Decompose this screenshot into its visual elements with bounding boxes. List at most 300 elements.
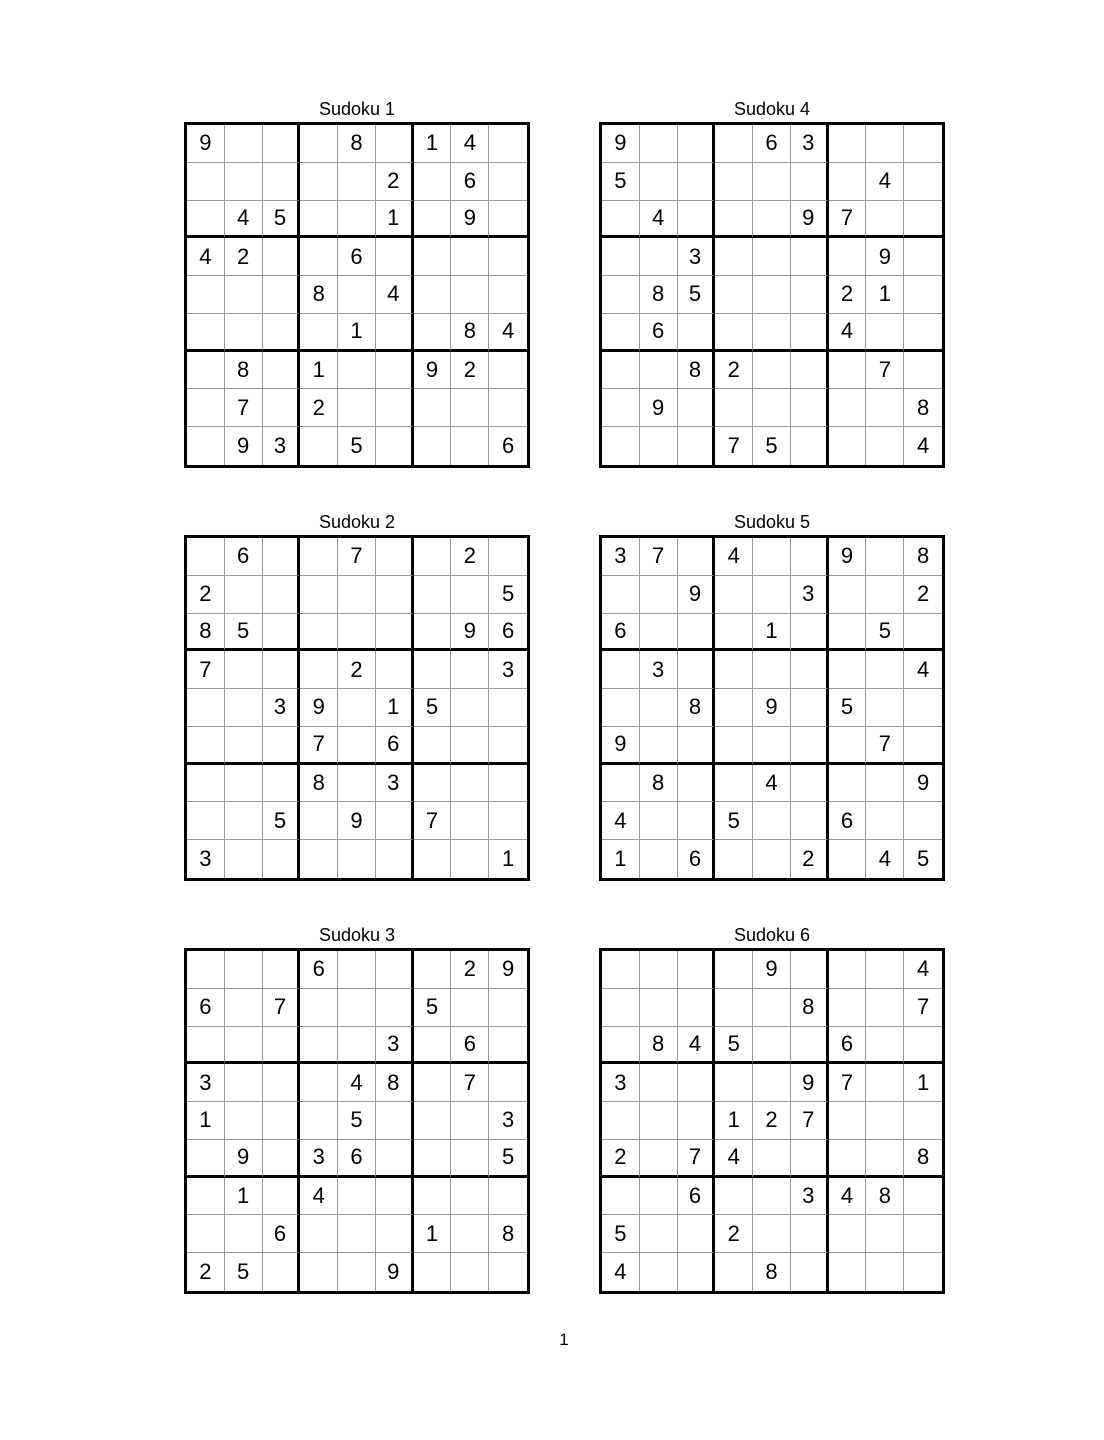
sudoku-cell	[376, 238, 414, 276]
sudoku-cell	[602, 765, 640, 803]
sudoku-grid	[599, 122, 945, 468]
sudoku-cell: 5	[414, 689, 452, 727]
sudoku-cell	[753, 1178, 791, 1216]
sudoku-cell	[866, 538, 904, 576]
sudoku-cell: 6	[602, 614, 640, 652]
sudoku-cell	[791, 352, 829, 390]
sudoku-cell	[678, 651, 716, 689]
sudoku-cell: 8	[451, 314, 489, 352]
sudoku-cell	[904, 614, 942, 652]
sudoku-cell	[376, 840, 414, 878]
sudoku-cell: 8	[678, 352, 716, 390]
sudoku-cell: 3	[187, 1064, 225, 1102]
sudoku-cell	[451, 802, 489, 840]
sudoku-cell: 4	[451, 125, 489, 163]
sudoku-cell	[866, 201, 904, 239]
sudoku-cell	[263, 614, 301, 652]
sudoku-cell	[753, 389, 791, 427]
sudoku-cell	[791, 651, 829, 689]
sudoku-cell	[791, 1140, 829, 1178]
sudoku-cell	[414, 1064, 452, 1102]
sudoku-cell: 5	[715, 1027, 753, 1065]
sudoku-cell: 8	[753, 1253, 791, 1291]
sudoku-cell: 2	[602, 1140, 640, 1178]
sudoku-cell	[753, 238, 791, 276]
sudoku-cell: 7	[829, 201, 867, 239]
sudoku-cell: 9	[225, 1140, 263, 1178]
sudoku-cell	[715, 727, 753, 765]
sudoku-cell	[414, 614, 452, 652]
sudoku-cell: 2	[753, 1102, 791, 1140]
puzzle-sudoku-6	[599, 922, 945, 1294]
sudoku-cell	[376, 989, 414, 1027]
sudoku-cell	[791, 1215, 829, 1253]
puzzle-title: Sudoku 6	[733, 925, 811, 945]
sudoku-cell: 5	[489, 1140, 527, 1178]
sudoku-cell	[829, 125, 867, 163]
sudoku-cell	[451, 727, 489, 765]
sudoku-cell	[376, 651, 414, 689]
sudoku-cell: 7	[829, 1064, 867, 1102]
sudoku-cell	[678, 1064, 716, 1102]
sudoku-cell	[414, 1140, 452, 1178]
sudoku-cell: 6	[451, 163, 489, 201]
sudoku-cell: 7	[866, 352, 904, 390]
sudoku-cell	[791, 802, 829, 840]
sudoku-cell	[791, 614, 829, 652]
sudoku-cell	[489, 163, 527, 201]
sudoku-cell: 5	[916, 846, 930, 872]
sudoku-cell	[338, 727, 376, 765]
sudoku-cell: 7	[338, 538, 376, 576]
sudoku-cell: 1	[300, 352, 338, 390]
sudoku-cell	[866, 1253, 904, 1291]
sudoku-cell	[866, 1140, 904, 1178]
sudoku-cell	[225, 840, 263, 878]
sudoku-cell	[753, 352, 791, 390]
sudoku-cell	[338, 163, 376, 201]
sudoku-cell	[866, 1064, 904, 1102]
sudoku-cell	[376, 125, 414, 163]
sudoku-cell	[904, 125, 942, 163]
sudoku-cell	[715, 276, 753, 314]
sudoku-cell: 5	[489, 576, 527, 614]
sudoku-cell	[715, 614, 753, 652]
sudoku-cell	[866, 651, 904, 689]
sudoku-cell: 6	[678, 1178, 716, 1216]
sudoku-cell: 6	[300, 951, 338, 989]
sudoku-cell: 9	[602, 727, 640, 765]
sudoku-cell	[187, 765, 225, 803]
sudoku-cell	[338, 1178, 376, 1216]
sudoku-cell	[225, 576, 263, 614]
sudoku-cell: 8	[640, 276, 678, 314]
sudoku-cell: 4	[602, 1253, 640, 1291]
sudoku-cell	[791, 538, 829, 576]
sudoku-cell	[904, 163, 942, 201]
sudoku-cell: 4	[338, 1064, 376, 1102]
sudoku-cell	[715, 1064, 753, 1102]
sudoku-cell	[263, 576, 301, 614]
sudoku-cell	[338, 951, 376, 989]
sudoku-cell	[602, 1178, 640, 1216]
sudoku-cell	[640, 1140, 678, 1178]
sudoku-cell	[225, 1064, 263, 1102]
sudoku-cell	[602, 1102, 640, 1140]
sudoku-cell	[263, 389, 301, 427]
sudoku-cell: 4	[602, 802, 640, 840]
sudoku-cell	[338, 576, 376, 614]
sudoku-cell: 3	[300, 1140, 338, 1178]
sudoku-cell	[753, 989, 791, 1027]
sudoku-cell	[866, 689, 904, 727]
sudoku-cell: 4	[489, 314, 527, 352]
sudoku-cell	[225, 163, 263, 201]
sudoku-cell: 8	[678, 689, 716, 727]
sudoku-cell	[338, 765, 376, 803]
sudoku-cell	[791, 238, 829, 276]
sudoku-cell	[791, 276, 829, 314]
sudoku-cell	[791, 1027, 829, 1065]
sudoku-cell: 8	[225, 352, 263, 390]
sudoku-cell	[414, 1027, 452, 1065]
sudoku-cell: 2	[187, 1253, 225, 1291]
sudoku-cell: 6	[753, 125, 791, 163]
sudoku-cell: 3	[489, 651, 527, 689]
sudoku-cell	[489, 276, 527, 314]
sudoku-cell	[753, 576, 791, 614]
sudoku-cell: 2	[451, 352, 489, 390]
sudoku-cell	[451, 238, 489, 276]
sudoku-cell: 3	[791, 125, 829, 163]
sudoku-cell	[489, 727, 527, 765]
sudoku-cell	[263, 1253, 301, 1291]
sudoku-cell	[225, 125, 263, 163]
sudoku-cell	[300, 538, 338, 576]
sudoku-cell	[602, 989, 640, 1027]
sudoku-cell	[866, 314, 904, 352]
sudoku-cell	[640, 840, 678, 878]
sudoku-cell	[414, 389, 452, 427]
sudoku-cell	[376, 427, 414, 465]
sudoku-cell	[489, 1178, 527, 1216]
sudoku-cell	[829, 651, 867, 689]
sudoku-cell: 4	[753, 765, 791, 803]
sudoku-cell	[187, 1027, 225, 1065]
sudoku-cell	[640, 1064, 678, 1102]
sudoku-cell	[263, 314, 301, 352]
sudoku-cell	[451, 1102, 489, 1140]
sudoku-cell	[829, 352, 867, 390]
sudoku-cell	[489, 389, 527, 427]
sudoku-cell	[187, 1178, 225, 1216]
sudoku-cell: 8	[300, 276, 338, 314]
sudoku-cell: 8	[791, 989, 829, 1027]
sudoku-cell	[791, 727, 829, 765]
sudoku-cell	[263, 1178, 301, 1216]
sudoku-cell: 7	[715, 427, 753, 465]
sudoku-cell: 9	[753, 951, 791, 989]
sudoku-cell: 1	[866, 276, 904, 314]
sudoku-cell	[678, 951, 716, 989]
sudoku-cell	[866, 1027, 904, 1065]
sudoku-cell	[300, 802, 338, 840]
sudoku-cell	[338, 614, 376, 652]
sudoku-cell: 4	[376, 276, 414, 314]
sudoku-cell	[678, 614, 716, 652]
sudoku-cell: 6	[678, 840, 716, 878]
sudoku-cell: 4	[300, 1178, 338, 1216]
sudoku-cell: 3	[489, 1102, 527, 1140]
sudoku-cell: 9	[640, 389, 678, 427]
sudoku-cell: 6	[451, 1027, 489, 1065]
sudoku-cell	[451, 1215, 489, 1253]
sudoku-cell	[300, 651, 338, 689]
sudoku-cell	[829, 840, 867, 878]
sudoku-cell: 1	[187, 1102, 225, 1140]
sudoku-cell	[187, 276, 225, 314]
sudoku-cell	[263, 651, 301, 689]
sudoku-cell	[300, 201, 338, 239]
sudoku-cell	[640, 1215, 678, 1253]
sudoku-cell: 9	[678, 576, 716, 614]
sudoku-cell	[338, 1253, 376, 1291]
sudoku-cell: 1	[715, 1102, 753, 1140]
sudoku-cell	[791, 427, 829, 465]
sudoku-cell	[263, 163, 301, 201]
sudoku-cell	[715, 1253, 753, 1291]
sudoku-cell: 4	[187, 238, 225, 276]
sudoku-cell	[791, 951, 829, 989]
sudoku-cell	[489, 538, 527, 576]
sudoku-cell	[678, 802, 716, 840]
sudoku-cell	[640, 951, 678, 989]
sudoku-cell	[489, 201, 527, 239]
sudoku-cell: 3	[678, 238, 716, 276]
sudoku-cell	[451, 989, 489, 1027]
sudoku-cell	[376, 314, 414, 352]
sudoku-cell: 9	[451, 614, 489, 652]
sudoku-cell	[866, 989, 904, 1027]
sudoku-cell	[414, 1102, 452, 1140]
sudoku-cell	[715, 840, 753, 878]
sudoku-cell	[225, 1215, 263, 1253]
sudoku-cell	[904, 276, 942, 314]
sudoku-cell	[753, 651, 791, 689]
sudoku-cell	[640, 727, 678, 765]
puzzle-title: Sudoku 3	[318, 925, 396, 945]
sudoku-cell	[414, 276, 452, 314]
sudoku-cell	[451, 840, 489, 878]
sudoku-cell	[451, 427, 489, 465]
sudoku-cell: 3	[187, 840, 225, 878]
sudoku-cell	[263, 125, 301, 163]
puzzle-title: Sudoku 4	[733, 99, 811, 119]
sudoku-cell: 4	[904, 951, 942, 989]
sudoku-cell	[300, 1215, 338, 1253]
sudoku-cell: 8	[338, 125, 376, 163]
sudoku-cell	[678, 538, 716, 576]
sudoku-cell	[829, 1102, 867, 1140]
sudoku-cell	[489, 1027, 527, 1065]
sudoku-cell	[678, 201, 716, 239]
sudoku-cell: 5	[715, 802, 753, 840]
sudoku-cell	[225, 802, 263, 840]
sudoku-cell	[829, 614, 867, 652]
sudoku-cell	[753, 727, 791, 765]
sudoku-cell	[187, 1140, 225, 1178]
sudoku-cell: 5	[602, 1215, 640, 1253]
sudoku-cell	[678, 125, 716, 163]
sudoku-cell	[640, 125, 678, 163]
sudoku-cell: 9	[414, 352, 452, 390]
sudoku-cell	[300, 125, 338, 163]
sudoku-cell: 2	[715, 1215, 753, 1253]
puzzle-title: Sudoku 5	[733, 512, 811, 532]
sudoku-cell	[753, 314, 791, 352]
sudoku-cell	[866, 389, 904, 427]
sudoku-cell: 8	[300, 765, 338, 803]
sudoku-cell: 2	[338, 651, 376, 689]
sudoku-cell	[715, 765, 753, 803]
sudoku-cell: 2	[791, 840, 829, 878]
sudoku-cell	[187, 427, 225, 465]
sudoku-cell	[376, 538, 414, 576]
sudoku-cell	[602, 689, 640, 727]
sudoku-cell	[829, 389, 867, 427]
sudoku-cell	[640, 576, 678, 614]
sudoku-cell	[187, 1215, 225, 1253]
sudoku-cell	[263, 352, 301, 390]
puzzle-title: Sudoku 2	[318, 512, 396, 532]
sudoku-cell: 7	[866, 727, 904, 765]
sudoku-cell	[753, 802, 791, 840]
sudoku-cell	[187, 951, 225, 989]
sudoku-cell	[678, 163, 716, 201]
sudoku-cell	[753, 201, 791, 239]
sudoku-cell: 2	[300, 389, 338, 427]
sudoku-cell	[678, 314, 716, 352]
sudoku-cell	[715, 651, 753, 689]
sudoku-cell	[338, 389, 376, 427]
sudoku-cell: 5	[829, 689, 867, 727]
sudoku-cell: 1	[904, 1064, 942, 1102]
sudoku-cell	[300, 840, 338, 878]
sudoku-cell	[263, 1102, 301, 1140]
sudoku-cell	[715, 576, 753, 614]
sudoku-cell	[489, 765, 527, 803]
sudoku-cell: 4	[640, 201, 678, 239]
sudoku-cell	[753, 538, 791, 576]
sudoku-cell: 1	[414, 125, 452, 163]
sudoku-cell	[451, 576, 489, 614]
sudoku-cell	[451, 689, 489, 727]
sudoku-cell	[300, 1102, 338, 1140]
sudoku-cell: 4	[904, 651, 942, 689]
sudoku-cell	[866, 125, 904, 163]
sudoku-cell: 7	[451, 1064, 489, 1102]
sudoku-cell	[715, 163, 753, 201]
sudoku-cell	[300, 1253, 338, 1291]
sudoku-cell: 9	[489, 951, 527, 989]
sudoku-cell	[451, 1178, 489, 1216]
sudoku-cell: 1	[753, 614, 791, 652]
sudoku-cell	[489, 1253, 527, 1291]
sudoku-cell: 3	[791, 576, 829, 614]
sudoku-cell	[300, 314, 338, 352]
sudoku-cell	[263, 1140, 301, 1178]
sudoku-cell	[715, 201, 753, 239]
sudoku-cell	[866, 1102, 904, 1140]
sudoku-cell	[904, 1253, 942, 1291]
sudoku-cell: 5	[414, 989, 452, 1027]
sudoku-cell: 4	[916, 433, 930, 459]
sudoku-cell: 4	[829, 314, 867, 352]
sudoku-cell: 8	[376, 1064, 414, 1102]
sudoku-cell: 8	[904, 538, 942, 576]
sudoku-cell: 6	[640, 314, 678, 352]
sudoku-cell	[414, 951, 452, 989]
sudoku-cell	[187, 689, 225, 727]
sudoku-cell: 3	[376, 765, 414, 803]
sudoku-cell	[640, 238, 678, 276]
sudoku-cell	[715, 125, 753, 163]
sudoku-cell	[602, 651, 640, 689]
sudoku-cell: 9	[791, 1064, 829, 1102]
sudoku-cell	[263, 1064, 301, 1102]
sudoku-cell	[376, 1102, 414, 1140]
sudoku-cell	[489, 238, 527, 276]
sudoku-cell	[300, 1064, 338, 1102]
sudoku-cell: 1	[376, 201, 414, 239]
sudoku-grid	[599, 535, 945, 881]
sudoku-cell: 7	[263, 989, 301, 1027]
sudoku-cell	[640, 1178, 678, 1216]
sudoku-cell	[640, 427, 678, 465]
sudoku-cell	[187, 538, 225, 576]
sudoku-cell: 4	[866, 163, 904, 201]
puzzle-sudoku-2	[184, 509, 530, 881]
sudoku-cell: 9	[338, 802, 376, 840]
sudoku-cell	[640, 989, 678, 1027]
sudoku-cell	[225, 989, 263, 1027]
sudoku-cell: 4	[866, 840, 904, 878]
sudoku-cell	[225, 1027, 263, 1065]
sudoku-cell	[602, 427, 640, 465]
sudoku-cell	[904, 1215, 942, 1253]
sudoku-cell	[829, 427, 867, 465]
sudoku-cell	[414, 427, 452, 465]
sudoku-cell	[791, 689, 829, 727]
sudoku-cell	[489, 989, 527, 1027]
sudoku-cell	[640, 1102, 678, 1140]
sudoku-grid	[184, 535, 530, 881]
sudoku-cell	[338, 201, 376, 239]
sudoku-cell	[602, 238, 640, 276]
sudoku-cell	[225, 727, 263, 765]
sudoku-cell: 9	[866, 238, 904, 276]
sudoku-cell	[602, 201, 640, 239]
sudoku-cell	[225, 689, 263, 727]
sudoku-cell	[300, 989, 338, 1027]
sudoku-cell	[602, 389, 640, 427]
sudoku-cell	[263, 840, 301, 878]
sudoku-cell: 7	[678, 1140, 716, 1178]
sudoku-cell	[225, 765, 263, 803]
sudoku-grid	[599, 948, 945, 1294]
sudoku-cell: 9	[904, 765, 942, 803]
sudoku-cell: 3	[263, 689, 301, 727]
